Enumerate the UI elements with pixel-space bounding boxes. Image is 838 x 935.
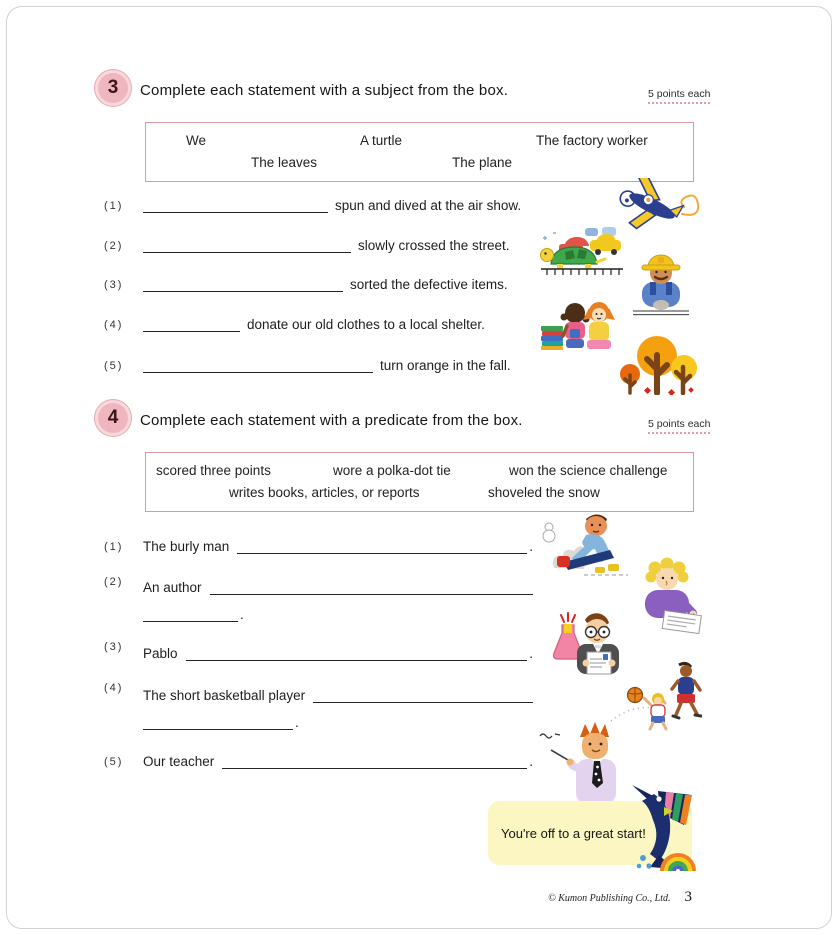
- question-text: The short basketball player: [143, 688, 306, 703]
- question-number: (5): [104, 756, 124, 768]
- question-row: [104, 232, 510, 253]
- section-3-word-box: [145, 122, 694, 182]
- factory-worker-icon: [630, 246, 692, 316]
- answer-blank: [210, 576, 533, 595]
- sentence-period: .: [529, 646, 533, 661]
- word-choice: shoveled the snow: [488, 485, 600, 500]
- section-4-word-box: [145, 452, 694, 512]
- question-text: The burly man: [143, 539, 230, 554]
- sentence-period: .: [529, 754, 533, 769]
- question-number: (1): [104, 200, 124, 212]
- section-4-points: 5 points each: [648, 418, 710, 434]
- question-text: turn orange in the fall.: [380, 358, 511, 373]
- page-number: 3: [684, 889, 692, 905]
- question-row: [104, 192, 521, 213]
- question-text: sorted the defective items.: [350, 277, 508, 292]
- word-choice: A turtle: [360, 133, 403, 148]
- word-choice: We: [186, 133, 207, 148]
- question-text: spun and dived at the air show.: [335, 198, 522, 213]
- children-donating-icon: [537, 296, 625, 354]
- answer-blank: [222, 750, 527, 769]
- question-row: [104, 271, 508, 292]
- word-choice: The factory worker: [536, 133, 648, 148]
- question-number: (4): [104, 319, 124, 331]
- encouragement-text: You're off to a great start!: [501, 825, 646, 841]
- question-number: (1): [104, 541, 124, 553]
- question-number: (3): [104, 641, 124, 653]
- word-choice: wore a polka-dot tie: [333, 463, 451, 478]
- answer-blank: [143, 313, 240, 332]
- answer-blank: [186, 642, 528, 661]
- question-number: (3): [104, 279, 124, 291]
- page-footer: [392, 889, 692, 906]
- copyright-text: © Kumon Publishing Co., Ltd.: [548, 893, 671, 904]
- section-4-badge: [95, 400, 131, 436]
- answer-blank: [143, 273, 343, 292]
- question-text: Pablo: [143, 646, 178, 661]
- question-number: (2): [104, 576, 124, 588]
- question-row-continued: [143, 601, 244, 622]
- section-4-title: Complete each statement with a predicate from the box.: [140, 412, 523, 429]
- question-text: An author: [143, 580, 202, 595]
- question-number: (4): [104, 682, 124, 694]
- question-row: [104, 533, 533, 554]
- answer-blank: [313, 684, 533, 703]
- author-writing-icon: [625, 556, 703, 634]
- answer-blank: [143, 711, 293, 730]
- question-row: [104, 311, 485, 332]
- word-choice: The plane: [452, 155, 513, 170]
- section-3-title: Complete each statement with a subject from the box.: [140, 82, 509, 99]
- question-number: (2): [104, 240, 124, 252]
- answer-blank: [143, 354, 373, 373]
- question-row-continued: [143, 709, 299, 730]
- section-3-points: 5 points each: [648, 88, 710, 104]
- word-choice: won the science challenge: [509, 463, 668, 478]
- question-number: (5): [104, 360, 124, 372]
- answer-blank: [237, 535, 527, 554]
- answer-blank: [143, 234, 351, 253]
- word-choice: scored three points: [156, 463, 271, 478]
- word-choice: The leaves: [251, 155, 318, 170]
- turtle-crossing-icon: [535, 224, 627, 280]
- sentence-period: .: [529, 539, 533, 554]
- man-shoveling-snow-icon: [538, 511, 630, 577]
- section-3-number: 3: [107, 77, 119, 98]
- answer-blank: [143, 603, 238, 622]
- sentence-period: .: [240, 607, 244, 622]
- word-choice: writes books, articles, or reports: [229, 485, 420, 500]
- question-text: slowly crossed the street.: [358, 238, 510, 253]
- autumn-trees-icon: [617, 331, 699, 395]
- question-text: donate our old clothes to a local shelter.: [247, 317, 485, 332]
- question-text: Our teacher: [143, 754, 215, 769]
- section-3-badge: [95, 70, 131, 106]
- question-row: [104, 748, 533, 769]
- question-row: [104, 574, 533, 595]
- question-row: [104, 640, 533, 661]
- teacher-pointing-icon: [536, 720, 618, 804]
- question-row: [104, 682, 533, 703]
- basketball-players-icon: [607, 661, 702, 731]
- question-row: [104, 352, 511, 373]
- answer-blank: [143, 194, 328, 213]
- marlin-icon: [628, 773, 700, 873]
- section-4-number: 4: [107, 407, 119, 428]
- sentence-period: .: [295, 715, 299, 730]
